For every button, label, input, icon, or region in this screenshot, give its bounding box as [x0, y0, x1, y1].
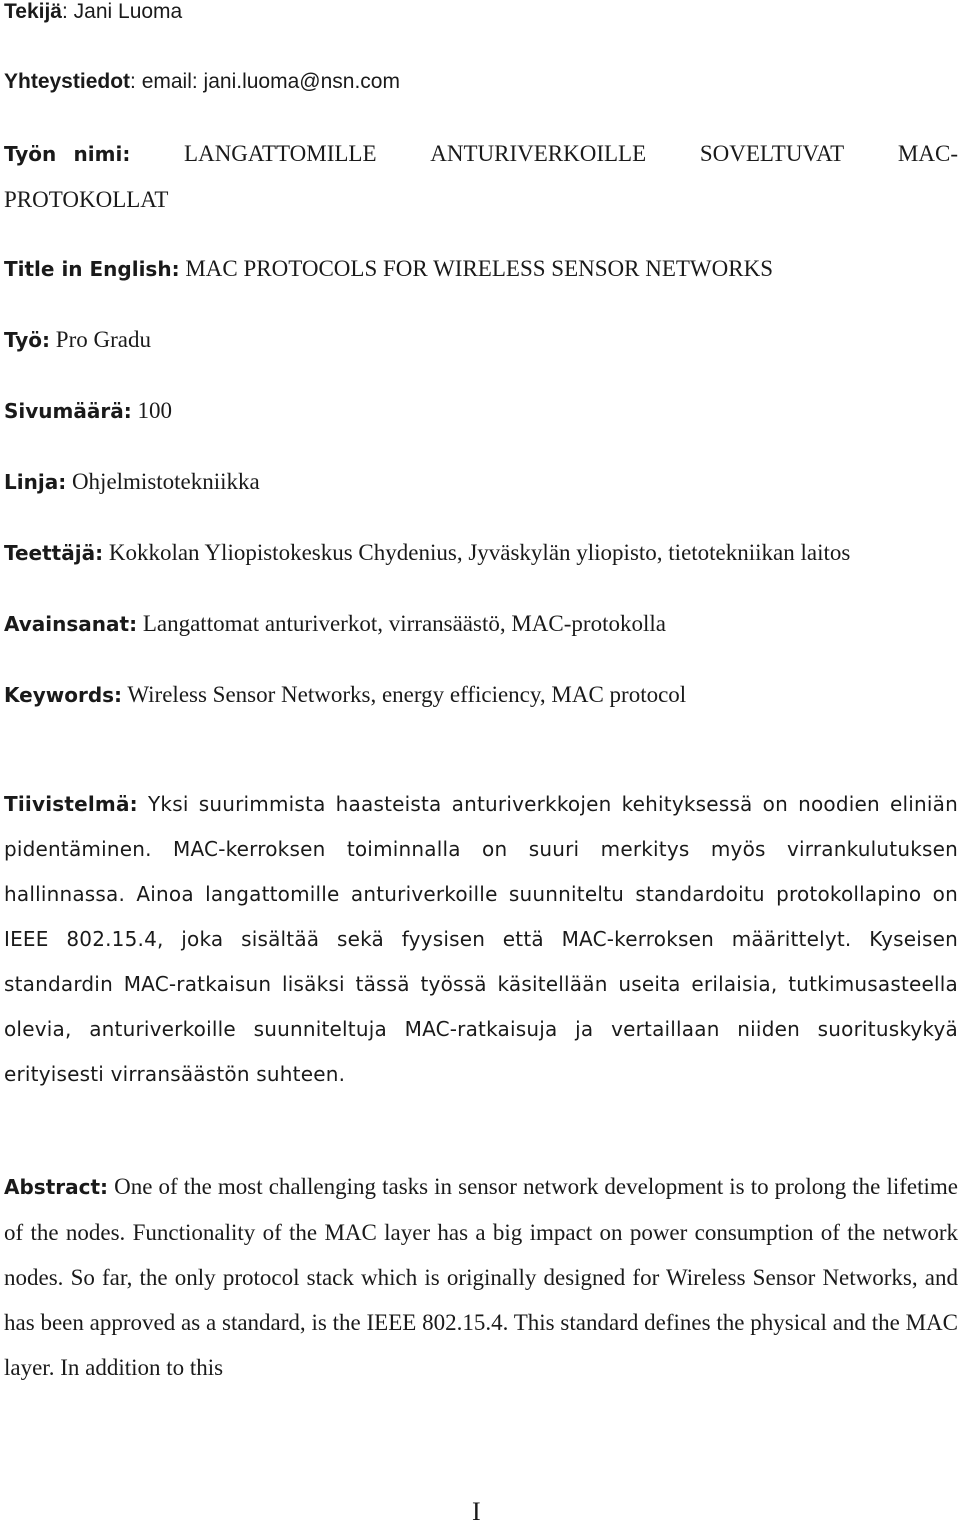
title-fi-block — [4, 131, 958, 222]
abstract-en-label: Abstract: — [4, 1175, 109, 1199]
abstract-fi — [4, 782, 958, 1097]
title-fi-line2: PROTOKOLLAT — [4, 187, 169, 212]
work-label: Työ: — [4, 328, 51, 352]
keywords-fi-line — [4, 610, 666, 638]
abstract-en — [4, 1164, 958, 1390]
line-label: Linja: — [4, 470, 67, 494]
title-en-label: Title in English: — [4, 257, 180, 281]
workplace-line — [4, 539, 850, 567]
keywords-en-label: Keywords: — [4, 683, 123, 707]
workplace-label: Teettäjä: — [4, 541, 104, 565]
keywords-en-value: Wireless Sensor Networks, energy efficiency, MAC protocol — [122, 682, 687, 707]
title-fi-label-group — [4, 131, 130, 177]
pages-value: 100 — [131, 398, 172, 423]
abstract-fi-text: Yksi suurimmista haasteista anturiverkkojen kehityksessä on noodien eliniän pidentäminen. MAC-kerroksen toiminnalla on suuri merkitys myös virrankulutuksen hallinnassa. Ainoa langattomille anturiverkoille suunniteltu standardoitu protokollapino on IEEE 802.15.4, joka sisältää sekä fyysisen että MAC-kerroksen määrittelyt. Kyseisen standardin MAC-ratkaisun lisäksi tässä työssä käsitellään useita erilaisia, tutkimusasteella olevia, anturiverkoille suunniteltuja MAC-ratkaisuja ja vertaillaan niiden suorituskykyä erityisesti virransäästön suhteen. — [4, 792, 958, 1086]
title-fi-word-1: LANGATTOMILLE — [184, 141, 377, 166]
contact-value: : email: jani.luoma@nsn.com — [130, 70, 400, 93]
title-fi-label2: nimi: — [73, 142, 131, 166]
title-fi-word-2: ANTURIVERKOILLE — [430, 141, 647, 166]
line-line — [4, 468, 260, 496]
keywords-en-line — [4, 681, 686, 709]
author-label: Tekijä — [4, 0, 62, 23]
keywords-fi-value: Langattomat anturiverkot, virransäästö, MAC-protokolla — [137, 611, 666, 636]
keywords-fi-label: Avainsanat: — [4, 612, 138, 636]
pages-label: Sivumäärä: — [4, 399, 132, 423]
contact-line — [4, 68, 400, 96]
work-line — [4, 326, 151, 354]
title-fi-word-3: SOVELTUVAT — [699, 141, 845, 166]
title-fi-word-4: MAC- — [897, 141, 958, 166]
title-fi-row — [4, 131, 958, 177]
line-value: Ohjelmistotekniikka — [66, 469, 260, 494]
abstract-fi-label: Tiivistelmä: — [4, 792, 138, 816]
author-value: : Jani Luoma — [61, 0, 183, 23]
abstract-en-text: One of the most challenging tasks in sensor network development is to prolong the lifetime of the nodes. Functionality of the MAC layer has a big impact on power consumption of the network nodes. So far, the only protocol stack which is originally designed for Wireless Sensor Networks, and has been approved as a standard, is the IEEE 802.15.4. This standard defines the physical and the MAC layer. In addition to this — [4, 1174, 958, 1380]
work-value: Pro Gradu — [50, 327, 151, 352]
workplace-value: Kokkolan Yliopistokeskus Chydenius, Jyväskylän yliopisto, tietotekniikan laitos — [103, 540, 851, 565]
title-en-value: MAC PROTOCOLS FOR WIRELESS SENSOR NETWORKS — [179, 256, 773, 281]
author-line — [4, 0, 182, 26]
pages-line — [4, 397, 172, 425]
page-number: I — [472, 1497, 481, 1526]
title-fi-label: Työn — [4, 142, 57, 166]
title-en-line — [4, 255, 773, 283]
contact-label: Yhteystiedot — [4, 70, 131, 93]
